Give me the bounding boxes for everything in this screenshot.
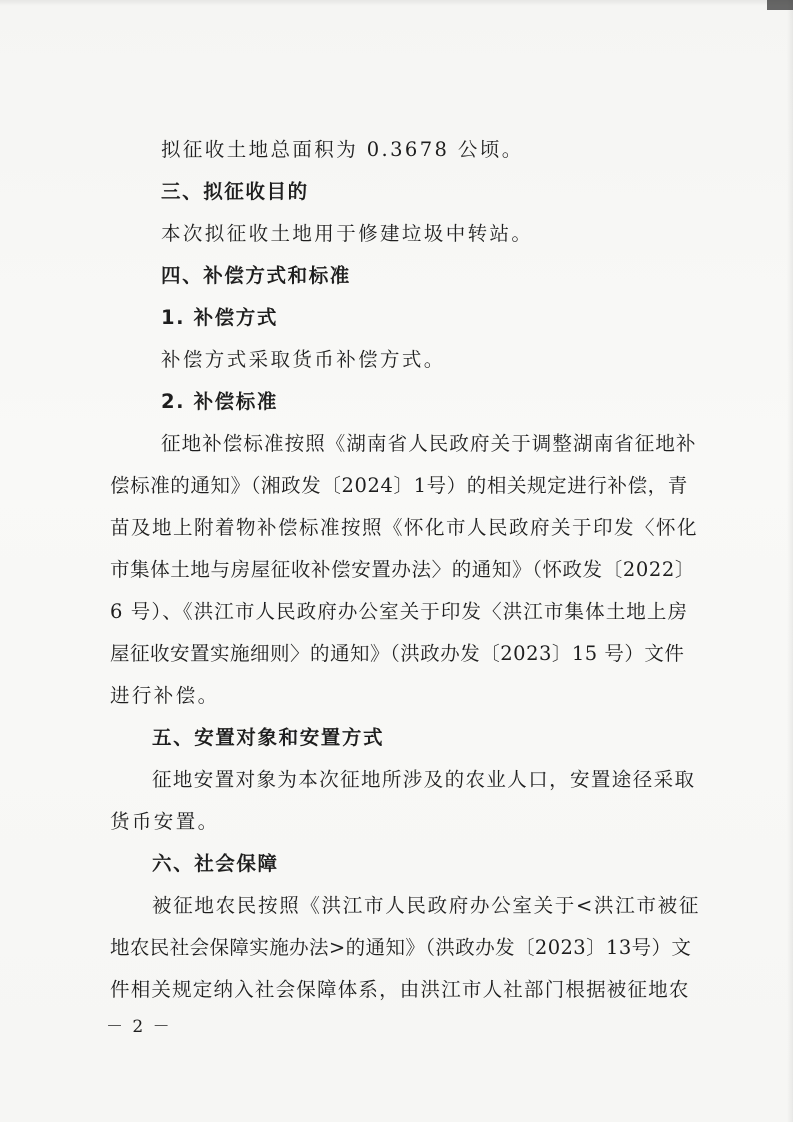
heading-compensation: 四、补偿方式和标准 — [161, 264, 351, 287]
text-line-standard-1: 征地补偿标准按照《湖南省人民政府关于调整湖南省征地补 — [161, 432, 697, 455]
text-line-standard-7: 进行补偿。 — [110, 684, 220, 707]
heading-social-security: 六、社会保障 — [152, 852, 279, 875]
text-line-resettlement-1: 征地安置对象为本次征地所涉及的农业人口，安置途径采取 — [152, 768, 696, 791]
text-line-standard-5: 6 号）、《洪江市人民政府办公室关于印发〈洪江市集体土地上房 — [110, 600, 689, 623]
subheading-compensation-method: 1. 补偿方式 — [161, 306, 278, 329]
text-line-method: 补偿方式采取货币补偿方式。 — [161, 348, 446, 371]
subheading-compensation-standard: 2. 补偿标准 — [161, 390, 278, 413]
scan-edge-top — [0, 0, 793, 6]
text-line-resettlement-2: 货币安置。 — [110, 810, 220, 833]
text-line-standard-3: 苗及地上附着物补偿标准按照《怀化市人民政府关于印发〈怀化 — [110, 516, 699, 539]
text-line-security-3: 件相关规定纳入社会保障体系，由洪江市人社部门根据被征地农 — [110, 978, 690, 1001]
text-line-purpose: 本次拟征收土地用于修建垃圾中转站。 — [161, 222, 534, 245]
text-line-standard-2: 偿标准的通知》（湘政发〔2024〕1号）的相关规定进行补偿，青 — [110, 474, 688, 497]
scan-edge-right — [787, 0, 793, 1122]
text-line-security-2: 地农民社会保障实施办法>的通知》（洪政办发〔2023〕13号）文 — [110, 936, 692, 959]
text-line-standard-4: 市集体土地与房屋征收补偿安置办法〉的通知》（怀政发〔2022〕 — [110, 558, 695, 581]
text-line-security-1: 被征地农民按照《洪江市人民政府办公室关于<洪江市被征 — [152, 894, 701, 917]
scan-corner-mark — [767, 0, 793, 10]
text-line-standard-6: 屋征收安置实施细则〉的通知》（洪政办发〔2023〕15 号）文件 — [110, 642, 685, 665]
page-number: － 2 － — [106, 1017, 172, 1037]
heading-purpose: 三、拟征收目的 — [161, 180, 309, 203]
heading-resettlement: 五、安置对象和安置方式 — [152, 726, 385, 749]
text-line-area: 拟征收土地总面积为 0.3678 公顷。 — [161, 138, 524, 161]
